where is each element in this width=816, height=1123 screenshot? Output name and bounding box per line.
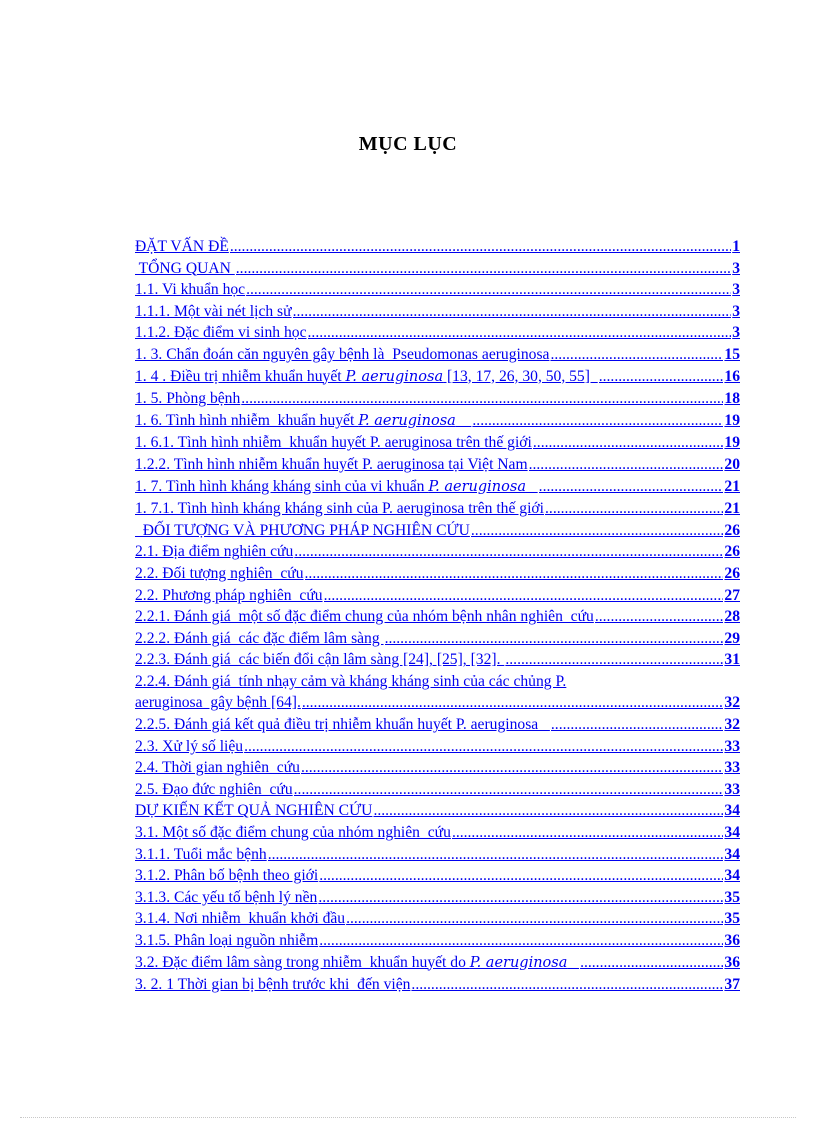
toc-entry-label — [135, 974, 410, 996]
toc-entry-text: 3.1.4. Nơi nhiễm khuẩn khởi đầu — [135, 910, 346, 928]
toc-entry[interactable] — [135, 628, 740, 650]
toc-entry[interactable] — [135, 432, 740, 454]
toc-entry[interactable] — [135, 388, 740, 410]
toc-dot-leader — [246, 279, 731, 301]
toc-page-number: 26 — [724, 564, 740, 582]
toc-entry-label — [135, 541, 293, 563]
toc-dot-leader — [293, 301, 732, 323]
toc-entry-text: 3.2. Đặc điểm lâm sàng trong nhiễm khuẩn huyết do — [135, 953, 470, 971]
toc-entry-text: 1. 6. Tình hình nhiễm khuẩn huyết — [135, 411, 359, 429]
toc-entry-label — [135, 322, 307, 344]
toc-entry-text: 2.2.3. Đánh giá các biến đổi cận lâm sàng [24], [25], [32]. — [135, 651, 505, 669]
toc-page-number: 27 — [724, 586, 740, 604]
toc-entry-text: 2.1. Địa điểm nghiên cứu — [135, 543, 294, 561]
toc-dot-leader — [545, 498, 723, 520]
toc-entry-species: P. aeruginosa — [345, 368, 444, 385]
toc-page-number: 19 — [724, 434, 740, 452]
toc-entry[interactable] — [135, 454, 740, 476]
toc-page-number: 26 — [724, 521, 740, 539]
toc-entry-text: 2.5. Đạo đức nghiên cứu — [135, 780, 293, 798]
toc-dot-leader — [373, 800, 723, 822]
toc-entry-text: aeruginosa gây bệnh [64]. — [135, 694, 301, 712]
toc-entry-text: 3.1.5. Phân loại nguồn nhiễm — [135, 932, 319, 949]
toc-entry-label — [135, 822, 451, 844]
toc-entry[interactable] — [135, 887, 740, 909]
toc-dot-leader — [294, 541, 723, 563]
toc-dot-leader — [550, 344, 723, 366]
toc-dot-leader — [268, 844, 724, 866]
toc-dot-leader — [533, 432, 724, 454]
toc-dot-leader — [452, 822, 723, 844]
toc-page-number: 31 — [724, 651, 740, 669]
toc-entry-text: 3. 2. 1 Thời gian bị bệnh trước khi đến viện — [135, 976, 411, 994]
toc-entry-text: 1.1. Vi khuẩn học — [135, 281, 246, 299]
toc-entry-label — [135, 454, 528, 476]
toc-entry-line — [135, 692, 740, 714]
toc-entry-text: TỔNG QUAN — [135, 259, 235, 277]
toc-entry[interactable] — [135, 410, 740, 433]
toc-entry-text: 1. 3. Chẩn đoán căn nguyên gây bệnh là Pseudomonas aeruginosa — [135, 345, 550, 363]
toc-entry[interactable] — [135, 236, 740, 258]
toc-page-number: 36 — [724, 953, 740, 971]
toc-page-number: 28 — [724, 608, 740, 626]
toc-entry[interactable] — [135, 301, 740, 323]
toc-entry-text: 1.2.2. Tình hình nhiễm khuẩn huyết P. aeruginosa tại Việt Nam — [135, 455, 528, 473]
toc-entry-label — [135, 800, 372, 822]
toc-dot-leader — [294, 779, 724, 801]
toc-page-number: 34 — [724, 824, 740, 842]
toc-entry-label — [135, 908, 345, 930]
toc-entry-label — [135, 887, 317, 909]
toc-entry[interactable] — [135, 366, 740, 389]
toc-entry-species: P. aeruginosa — [469, 954, 568, 971]
toc-entry-text: 2.4. Thời gian nghiên cứu — [135, 759, 300, 777]
toc-dot-leader — [505, 649, 723, 671]
toc-entry-label — [135, 236, 229, 258]
toc-entry[interactable] — [135, 908, 740, 930]
toc-entry-label — [135, 498, 544, 520]
toc-page-number: 3 — [732, 302, 740, 320]
toc-entry-text: 3.1.1. Tuổi mắc bệnh — [135, 845, 267, 863]
toc-entry[interactable] — [135, 714, 740, 736]
toc-entry-text: 3.1.3. Các yếu tố bệnh lý nền — [135, 888, 318, 906]
toc-entry[interactable] — [135, 671, 740, 714]
toc-page-number: 34 — [724, 845, 740, 863]
toc-entry[interactable] — [135, 322, 740, 344]
toc-page-number: 29 — [724, 629, 740, 647]
toc-entry[interactable] — [135, 822, 740, 844]
toc-dot-leader — [346, 908, 723, 930]
toc-entry[interactable] — [135, 865, 740, 887]
toc-dot-leader — [319, 865, 723, 887]
toc-entry-text: 2.2.2. Đánh giá các đặc điểm lâm sàng — [135, 629, 384, 647]
table-of-contents — [135, 236, 740, 996]
toc-page-number: 36 — [724, 932, 740, 949]
toc-dot-leader — [301, 757, 723, 779]
toc-entry-label — [135, 865, 318, 887]
toc-page-number: 21 — [724, 500, 740, 518]
toc-entry-label — [135, 388, 240, 410]
toc-entry[interactable] — [135, 520, 740, 542]
toc-page-number: 37 — [724, 976, 740, 994]
toc-entry-text: 2.2. Đối tượng nghiên cứu — [135, 564, 304, 582]
toc-entry-label — [135, 757, 300, 779]
toc-entry[interactable] — [135, 498, 740, 520]
toc-entry-text — [567, 954, 579, 971]
toc-entry-species: P. aeruginosa — [358, 412, 456, 429]
toc-entry[interactable] — [135, 974, 740, 996]
toc-entry-label — [135, 649, 504, 671]
toc-dot-leader — [305, 563, 724, 585]
toc-dot-leader — [529, 454, 724, 476]
toc-page-number: 32 — [724, 716, 740, 734]
toc-entry-label — [135, 258, 235, 280]
toc-page-number: 19 — [724, 411, 740, 429]
toc-entry-text: 1. 4 . Điều trị nhiễm khuẩn huyết — [135, 367, 346, 385]
toc-entry[interactable] — [135, 585, 740, 607]
toc-entry-label — [135, 476, 538, 499]
toc-dot-leader — [230, 236, 731, 258]
toc-entry-text: ĐỐI TƯỢNG VÀ PHƯƠNG PHÁP NGHIÊN CỨU — [135, 521, 470, 539]
toc-entry-text — [456, 412, 472, 429]
toc-entry-label — [135, 779, 293, 801]
toc-entry-label — [135, 606, 594, 628]
toc-entry[interactable] — [135, 649, 740, 671]
toc-dot-leader — [236, 258, 731, 280]
toc-entry[interactable] — [135, 476, 740, 499]
toc-page-number: 18 — [724, 390, 740, 408]
toc-entry-label — [135, 714, 550, 736]
toc-entry-text: 2.2.5. Đánh giá kết quả điều trị nhiễm khuẩn huyết P. aeruginosa — [135, 716, 550, 734]
toc-dot-leader — [471, 520, 724, 542]
toc-entry-label — [135, 930, 318, 952]
toc-entry[interactable] — [135, 258, 740, 280]
toc-page-number: 26 — [724, 543, 740, 561]
toc-dot-leader — [472, 410, 723, 432]
toc-entry-label — [135, 301, 292, 323]
toc-dot-leader — [319, 930, 723, 952]
toc-page-number: 16 — [724, 367, 740, 385]
toc-dot-leader — [539, 476, 724, 498]
toc-dot-leader — [324, 585, 724, 607]
toc-page-number: 3 — [732, 281, 740, 299]
page-footer-divider — [20, 1117, 796, 1118]
toc-dot-leader — [318, 887, 723, 909]
toc-dot-leader — [302, 692, 724, 714]
toc-entry-label — [135, 628, 384, 650]
toc-entry[interactable] — [135, 606, 740, 628]
toc-entry-label — [135, 432, 532, 454]
toc-entry-label — [135, 279, 245, 301]
toc-dot-leader — [244, 736, 723, 758]
toc-page-number: 34 — [724, 802, 740, 820]
toc-entry[interactable] — [135, 779, 740, 801]
toc-entry-label — [135, 952, 579, 975]
toc-page-number: 34 — [724, 867, 740, 885]
toc-page-number: 33 — [724, 759, 740, 777]
toc-entry-text: 3.1. Một số đặc điểm chung của nhóm nghiên cứu — [135, 824, 451, 842]
toc-entry-text: 1. 7. Tình hình kháng kháng sinh của vi khuẩn — [135, 477, 429, 495]
toc-entry[interactable] — [135, 344, 740, 366]
toc-dot-leader — [308, 322, 732, 344]
toc-dot-leader — [411, 974, 723, 996]
toc-entry-text: 2.2.1. Đánh giá một số đặc điểm chung của nhóm bệnh nhân nghiên cứu — [135, 608, 594, 626]
toc-entry-text: 1.1.2. Đặc điểm vi sinh học — [135, 324, 307, 342]
toc-entry-label — [135, 520, 470, 542]
toc-dot-leader — [580, 952, 723, 974]
toc-entry-label — [135, 366, 598, 389]
toc-entry-text: 1. 7.1. Tình hình kháng kháng sinh của P. aeruginosa trên thế giới — [135, 500, 545, 518]
toc-entry[interactable] — [135, 757, 740, 779]
toc-dot-leader — [599, 366, 724, 388]
toc-entry-text: 1. 6.1. Tình hình nhiễm khuẩn huyết P. aeruginosa trên thế giới — [135, 434, 532, 452]
toc-page-number: 3 — [732, 259, 740, 277]
toc-page-number: 1 — [732, 238, 740, 255]
toc-entry-text: ĐẶT VẤN ĐỀ — [135, 238, 229, 255]
toc-entry-text: 2.2. Phương pháp nghiên cứu — [135, 586, 323, 604]
toc-dot-leader — [385, 628, 724, 650]
toc-entry-text — [526, 478, 538, 495]
toc-page-number: 35 — [724, 888, 740, 906]
toc-entry-label — [135, 844, 267, 866]
toc-entry-text: 3.1.2. Phân bố bệnh theo giới — [135, 867, 319, 885]
toc-entry[interactable] — [135, 563, 740, 585]
page-title: MỤC LỤC — [358, 133, 458, 155]
toc-entry-text: 2.3. Xử lý số liệu — [135, 737, 244, 755]
toc-entry-text: 2.2.4. Đánh giá tính nhạy cảm và kháng kháng sinh của các chủng P. — [135, 672, 567, 690]
toc-entry-text: 1.1.1. Một vài nét lịch sử — [135, 302, 292, 320]
toc-entry[interactable] — [135, 930, 740, 952]
toc-entry-line — [135, 671, 740, 693]
toc-entry[interactable] — [135, 736, 740, 758]
toc-entry[interactable] — [135, 541, 740, 563]
toc-entry-label — [135, 673, 566, 690]
toc-dot-leader — [595, 606, 724, 628]
toc-entry-label — [135, 410, 471, 433]
toc-entry-text: [13, 17, 26, 30, 50, 55] — [443, 367, 598, 385]
toc-entry-label — [135, 563, 304, 585]
toc-dot-leader — [241, 388, 723, 410]
toc-entry-label — [135, 736, 243, 758]
toc-entry[interactable] — [135, 844, 740, 866]
toc-entry-text: DỰ KIẾN KẾT QUẢ NGHIÊN CỨU — [135, 802, 373, 820]
toc-page-number: 21 — [724, 477, 740, 495]
toc-page-number: 20 — [724, 455, 740, 473]
toc-entry[interactable] — [135, 279, 740, 301]
toc-entry[interactable] — [135, 800, 740, 822]
toc-dot-leader — [551, 714, 724, 736]
toc-page-number: 32 — [724, 694, 740, 712]
toc-page-number: 33 — [724, 780, 740, 798]
toc-entry[interactable] — [135, 952, 740, 975]
toc-entry-species: P. aeruginosa — [428, 478, 526, 495]
toc-entry-label — [135, 585, 323, 607]
toc-entry-text: 1. 5. Phòng bệnh — [135, 390, 241, 408]
toc-page-number: 33 — [724, 737, 740, 755]
toc-page-number: 35 — [724, 910, 740, 928]
toc-page-number: 3 — [732, 324, 740, 342]
toc-page-number: 15 — [724, 345, 740, 363]
toc-entry-label — [135, 344, 549, 366]
